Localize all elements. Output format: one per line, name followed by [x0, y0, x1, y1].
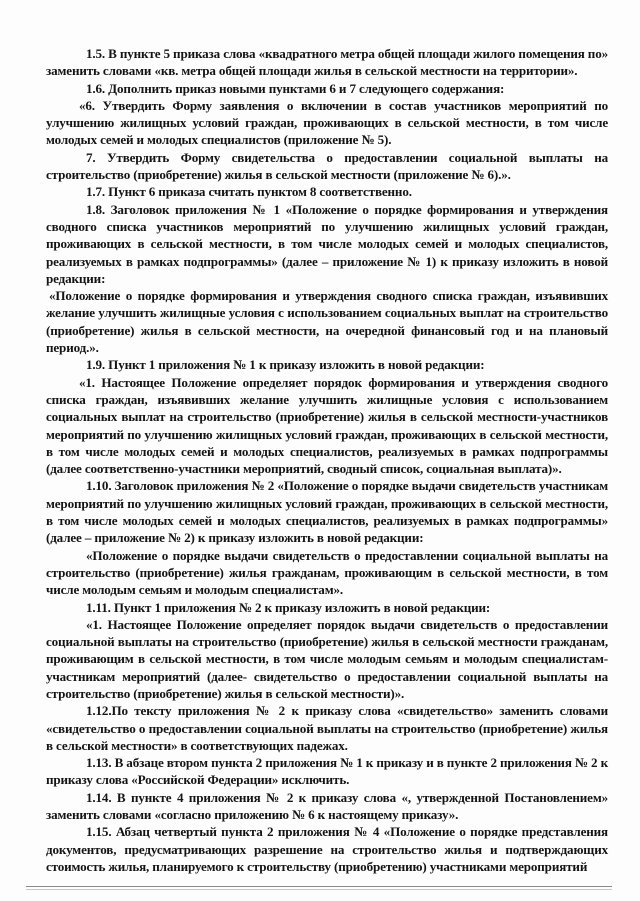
paragraph-1-12: 1.12.По тексту приложения № 2 к приказу слова «свидетельство» заменить словами «свидетельство о предоставлении социальной выплаты на строительство (приобретение) жилья в сельской местности» в соответствующих падежах. — [46, 703, 608, 753]
paragraph-item-7: 7. Утвердить Форму свидетельства о предоставлении социальной выплаты на строительство (приобретение) жилья в сельской местности (приложение № 6).». — [46, 149, 608, 183]
page-bottom-rule-shadow — [26, 889, 612, 890]
paragraph-quote-1-9: «1. Настоящее Положение определяет порядок формирования и утверждения сводного списка граждан, изъявивших желание улучшить жилищные условия с использованием социальных выплат на строительство (приобретение) жилья в сельской местности-участников мероприятий по улучшению жилищных условий граждан, проживающих в сельской местности, в том числе молодых семей и молодых специалистов, реализуемых в рамках подпрограммы (далее соответственно-участники мероприятий, сводный список, социальная выплата)». — [46, 374, 608, 477]
paragraph-1-11: 1.11. Пункт 1 приложения № 2 к приказу изложить в новой редакции: — [86, 599, 491, 615]
paragraph-quote-1-10: «Положение о порядке выдачи свидетельств о предоставлении социальной выплаты на строительство (приобретение) жилья гражданам, проживающим в сельской местности, в том числе молодым семьям и молодым специалистам». — [46, 547, 608, 598]
paragraph-1-14: 1.14. В пункте 4 приложения № 2 к приказу слова «, утвержденной Постановлением» заменить словами «согласно приложению № 6 к настоящему приказу». — [46, 789, 608, 823]
document-body — [46, 45, 608, 875]
paragraph-1-5: 1.5. В пункте 5 приказа слова «квадратного метра общей площади жилого помещения по» заменить словами «кв. метра общей площади жилья в сельской местности на территории». — [46, 46, 608, 79]
paragraph-1-15: 1.15. Абзац четвертый пункта 2 приложения № 4 «Положение о порядке представления документов, предусматривающих разрешение на строительство жилья и подтверждающих стоимость жилья, планируемого к строительству (приобретению) участниками мероприятий — [46, 824, 608, 874]
paragraph-quote-1-8: «Положение о порядке формирования и утверждения сводного списка граждан, изъявивших желание улучшить жилищные условия с использованием социальных выплат на строительство (приобретение) жилья в сельской местности, на очередной финансовый год и на плановый период.». — [46, 288, 608, 356]
paragraph-1-10: 1.10. Заголовок приложения № 2 «Положение о порядке выдачи свидетельств участникам мероприятий по улучшению жилищных условий граждан, проживающих в сельской местности, в том числе молодых семей и молодых специалистов, реализуемых в рамках подпрограммы» (далее – приложение № 2) к приказу изложить в новой редакции: — [46, 478, 608, 546]
paragraph-1-7: 1.7. Пункт 6 приказа считать пунктом 8 соответственно. — [86, 184, 412, 200]
paragraph-1-6: 1.6. Дополнить приказ новыми пунктами 6 и 7 следующего содержания: — [86, 80, 505, 96]
paragraph-1-9: 1.9. Пункт 1 приложения № 1 к приказу изложить в новой редакции: — [86, 357, 485, 373]
page-bottom-rule — [26, 886, 612, 887]
paragraph-item-6: «6. Утвердить Форму заявления о включении в состав участников мероприятий по улучшению жилищных условий граждан, проживающих в сельской местности, в том числе молодых семей и молодых специалистов (приложение № 5). — [46, 97, 608, 148]
paragraph-1-13: 1.13. В абзаце втором пункта 2 приложения № 1 к приказу и в пункте 2 приложения № 2 к приказу слова «Российской Федерации» исключить. — [46, 755, 608, 788]
paragraph-1-8: 1.8. Заголовок приложения № 1 «Положение о порядке формирования и утверждения сводного списка участников мероприятий по улучшению жилищных условий граждан, проживающих в сельской местности, в том числе молодых семей и молодых специалистов, реализуемых в рамках подпрограммы» (далее – приложение № 1) к приказу изложить в новой редакции: — [46, 201, 608, 286]
paragraph-quote-1-11: «1. Настоящее Положение определяет порядок выдачи свидетельств о предоставлении социальной выплаты на строительство (приобретение) жилья в сельской местности гражданам, проживающим в сельской местности, в том числе молодым семьям и молодым специалистам- участникам мероприятий (далее- свидетельство о предоставлении социальной выплаты на строительство (приобретение) жилья в сельской местности)». — [46, 616, 608, 701]
